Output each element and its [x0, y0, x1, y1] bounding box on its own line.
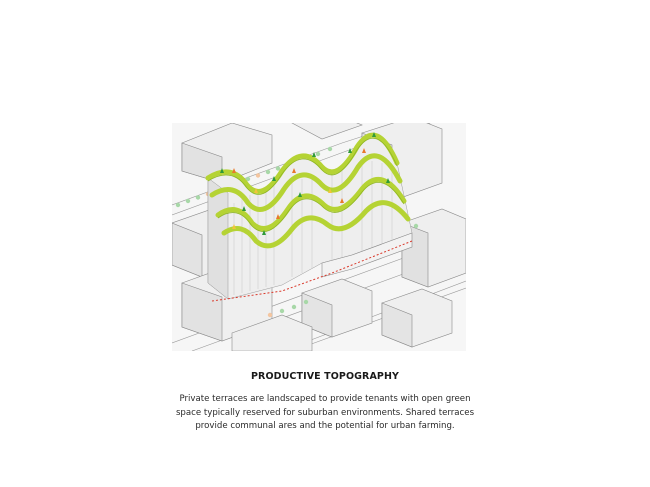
caption-title: PRODUCTIVE TOPOGRAPHY [250, 371, 400, 382]
caption-line: Private terraces are landscaped to provide tenants with open green [179, 394, 471, 404]
caption-line: space typically reserved for suburban environments. Shared terraces [175, 407, 475, 418]
caption-line: provide communal ares and the potential for urban farming. [195, 421, 455, 431]
caption-body [150, 393, 500, 434]
axonometric-diagram [172, 123, 466, 351]
